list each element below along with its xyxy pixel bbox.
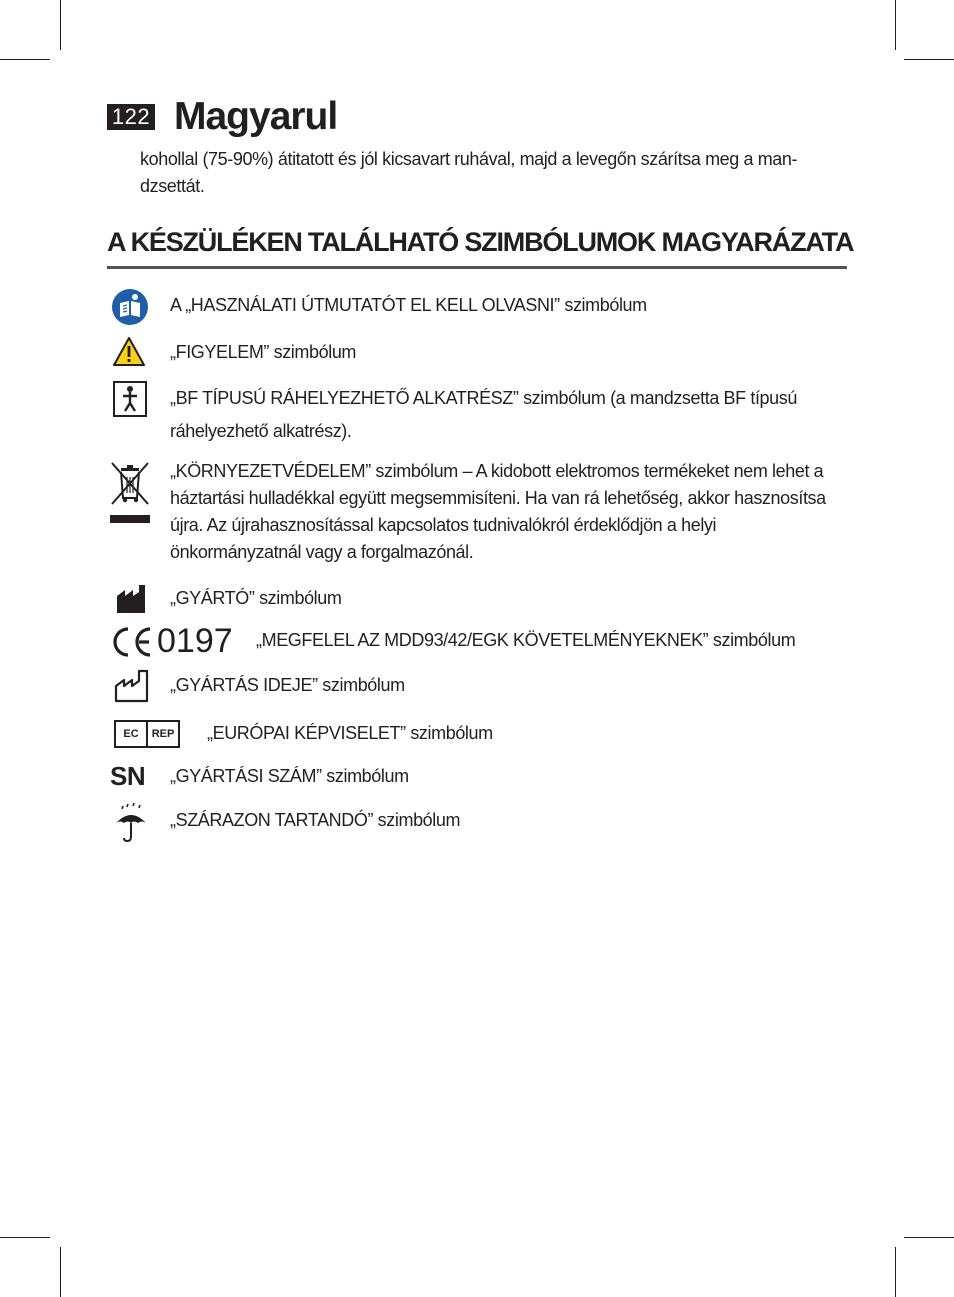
symbol-description: A „HASZNÁLATI ÚTMUTATÓT EL KELL OLVASNI” szimbólum bbox=[170, 295, 647, 315]
crop-mark bbox=[904, 1237, 954, 1238]
symbol-description: „GYÁRTÁSI SZÁM” szimbólum bbox=[170, 766, 409, 786]
ce-mark-icon bbox=[109, 626, 155, 658]
ec-rep-left-label: EC bbox=[116, 722, 148, 746]
symbol-description: „GYÁRTÁS IDEJE” szimbólum bbox=[170, 675, 405, 695]
symbol-description: „EURÓPAI KÉPVISELET” szimbólum bbox=[207, 723, 493, 743]
warning-triangle-icon bbox=[112, 336, 146, 367]
crop-mark bbox=[60, 0, 61, 50]
section-heading: A KÉSZÜLÉKEN TALÁLHATÓ SZIMBÓLUMOK MAGYARÁZATA bbox=[107, 222, 847, 269]
intro-paragraph: kohollal (75-90%) átitatott és jól kicsavart ruhával, majd a levegőn szárítsa meg a man-dzsettát. bbox=[140, 149, 798, 196]
crop-mark bbox=[0, 1237, 50, 1238]
keep-dry-umbrella-icon bbox=[114, 801, 148, 843]
crop-mark bbox=[60, 1247, 61, 1297]
symbol-description: „SZÁRAZON TARTANDÓ” szimbólum bbox=[170, 810, 461, 830]
bf-type-applied-part-icon bbox=[113, 381, 147, 417]
crop-mark bbox=[895, 0, 896, 50]
symbol-description: „MEGFELEL AZ MDD93/42/EGK KÖVETELMÉNYEKNEK” szimbólum bbox=[256, 630, 796, 650]
ec-rep-icon bbox=[114, 720, 180, 748]
symbol-description: „GYÁRTÓ” szimbólum bbox=[170, 588, 342, 608]
crop-mark bbox=[904, 59, 954, 60]
symbol-description: „KÖRNYEZETVÉDELEM” szimbólum – A kidobott elektromos termékeket nem lehet a háztartási hulladékkal együtt megsemmisíteni. Ha van rá lehetőség, akkor hasznosítsa újra. Az újrahasznosítással kapcsolatos tudnivalókról érdeklődjön a helyi önkormányzatnál vagy a forgalmazónál. bbox=[170, 461, 826, 562]
serial-number-icon: SN bbox=[110, 761, 146, 791]
page-title: Magyarul bbox=[174, 95, 338, 138]
crop-mark bbox=[0, 59, 50, 60]
page-number: 122 bbox=[107, 104, 155, 130]
ec-rep-right-label: REP bbox=[151, 728, 175, 740]
crop-mark bbox=[895, 1247, 896, 1297]
read-manual-icon bbox=[111, 288, 149, 326]
manufacturer-icon bbox=[116, 584, 146, 614]
date-of-manufacture-icon bbox=[114, 667, 152, 703]
symbol-description: „FIGYELEM” szimbólum bbox=[170, 342, 357, 362]
ce-mark-number: 0197 bbox=[157, 622, 233, 660]
symbol-description: „BF TÍPUSÚ RÁHELYEZHETŐ ALKATRÉSZ” szimbólum (a mandzsetta BF típusú ráhelyezhető alkatrész). bbox=[170, 388, 797, 441]
crossed-wheelie-bin-icon bbox=[108, 460, 152, 526]
